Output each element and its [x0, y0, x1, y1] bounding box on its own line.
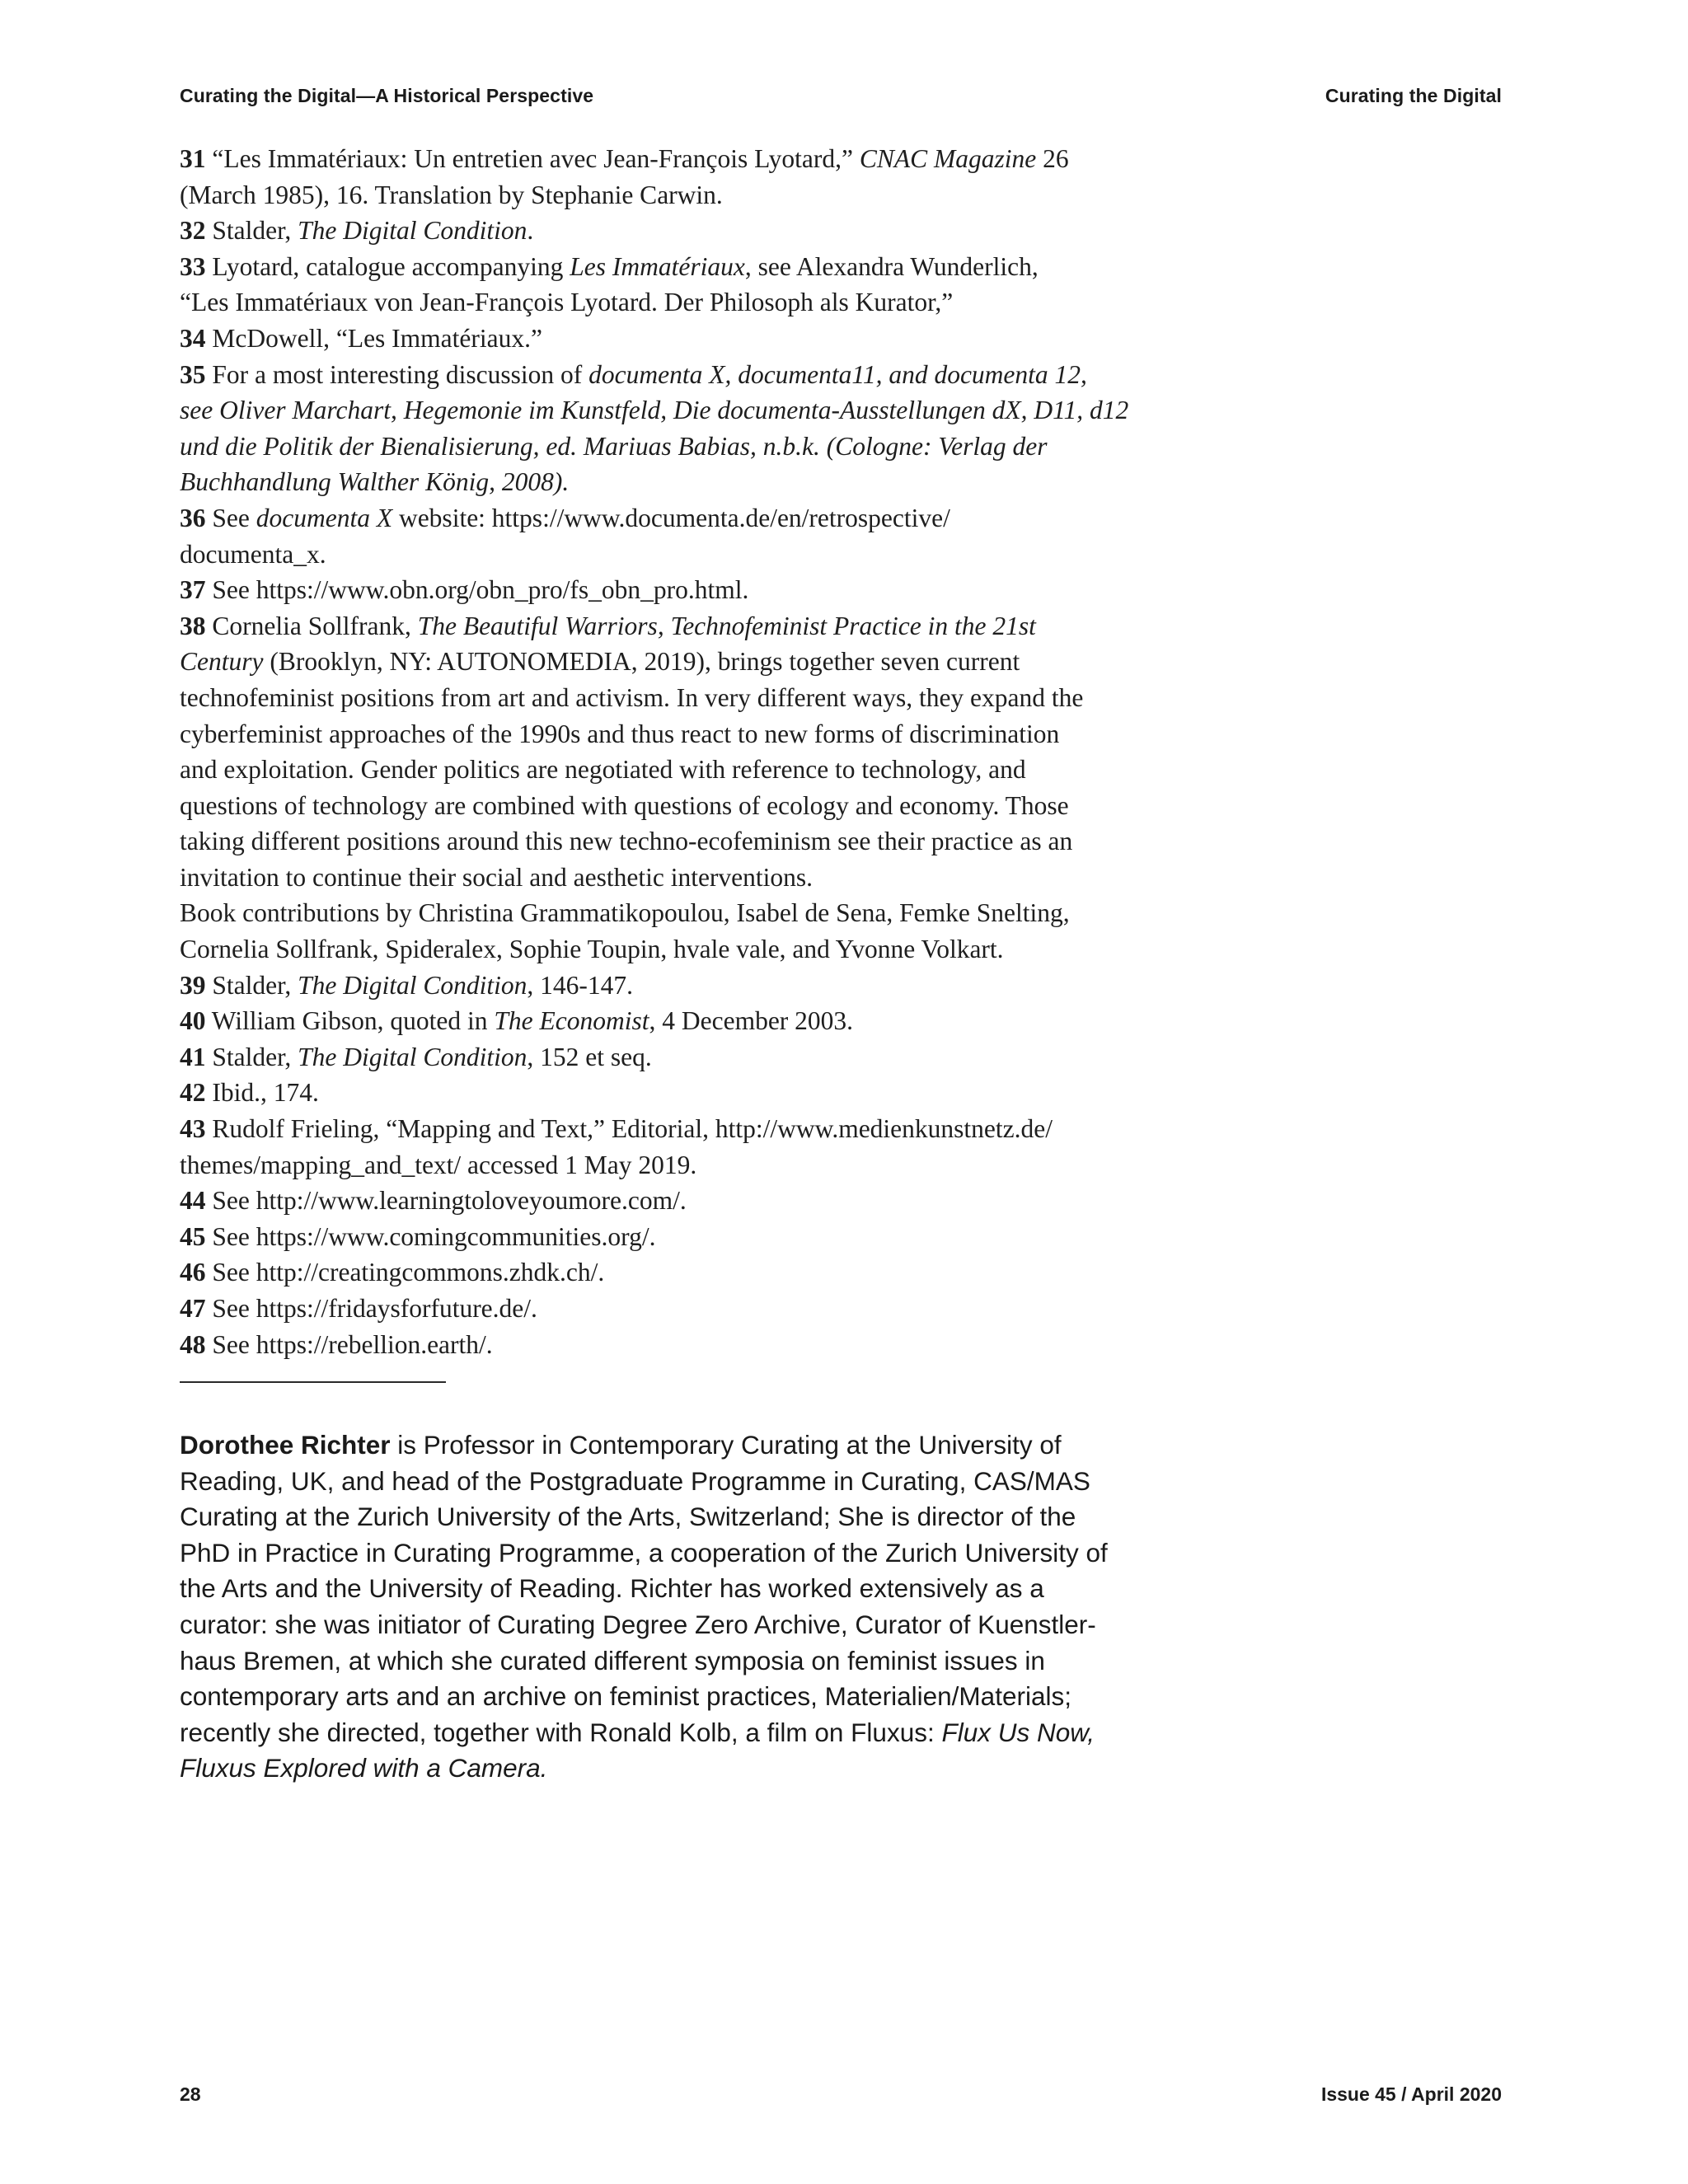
- endnote: [180, 1254, 1185, 1291]
- endnote-number: 45: [180, 1221, 206, 1251]
- endnote-italic-text: The Digital Condition: [298, 970, 528, 1000]
- endnote-text: , 146-147.: [527, 970, 633, 1000]
- endnote-text: Cornelia Sollfrank,: [205, 611, 418, 640]
- endnote-number: 39: [180, 970, 206, 1000]
- endnote-text: See: [205, 503, 256, 532]
- endnote-number: 35: [180, 359, 206, 389]
- endnote-text: See http://www.learningtoloveyoumore.com/.: [205, 1186, 687, 1216]
- endnote-italic-text: Buchhandlung Walther König, 2008).: [180, 467, 570, 497]
- endnote-number: 42: [180, 1078, 206, 1108]
- endnote: [180, 608, 1185, 968]
- author-name: Dorothee Richter: [180, 1430, 391, 1460]
- endnote-italic-text: CNAC Magazine: [859, 144, 1037, 173]
- endnote-number: 38: [180, 611, 206, 640]
- endnote-text: and exploitation. Gender politics are negotiated with reference to technology, and: [180, 755, 1026, 785]
- running-head-right: Curating the Digital: [1325, 85, 1502, 106]
- endnote-number: 31: [180, 144, 206, 173]
- endnote-text: Book contributions by Christina Grammatikopoulou, Isabel de Sena, Femke Snelting,: [180, 898, 1070, 928]
- endnote: [180, 1327, 1185, 1363]
- endnote-number: 47: [180, 1294, 206, 1323]
- endnote: [180, 500, 1185, 572]
- endnote-text: Rudolf Frieling, “Mapping and Text,” Editorial, http://www.medienkunstnetz.de/: [205, 1114, 1053, 1144]
- endnote-italic-text: und die Politik der Bienalisierung, ed. Mariuas Babias, n.b.k. (Cologne: Verlag der: [180, 431, 1048, 461]
- endnote-number: 33: [180, 251, 206, 281]
- bio-line: PhD in Practice in Curating Programme, a cooperation of the Zurich University of: [180, 1537, 1108, 1568]
- endnote-text: (March 1985), 16. Translation by Stephanie Carwin.: [180, 180, 723, 209]
- author-bio: [180, 1427, 1202, 1787]
- endnote-text: See https://www.obn.org/obn_pro/fs_obn_pro.html.: [205, 575, 749, 605]
- bio-line: is Professor in Contemporary Curating at the University of: [390, 1430, 1062, 1460]
- endnote-italic-text: Les Immatériaux: [570, 251, 745, 281]
- endnote-text: documenta_x.: [180, 539, 326, 569]
- endnote: [180, 1219, 1185, 1255]
- endnote-text: “Les Immatériaux von Jean-François Lyotard. Der Philosoph als Kurator,”: [180, 288, 954, 317]
- bio-line: Curating at the Zurich University of the Arts, Switzerland; She is director of the: [180, 1502, 1076, 1532]
- endnote-text: See https://fridaysforfuture.de/.: [205, 1294, 537, 1323]
- endnote: [180, 1039, 1185, 1076]
- endnote-text: Stalder,: [205, 970, 298, 1000]
- endnote-text: invitation to continue their social and aesthetic interventions.: [180, 862, 814, 892]
- endnote-italic-text: The Digital Condition: [298, 216, 528, 246]
- endnote-number: 32: [180, 216, 206, 246]
- endnote-text: , see Alexandra Wunderlich,: [744, 251, 1039, 281]
- endnote: [180, 1075, 1185, 1111]
- endnote-text: Cornelia Sollfrank, Spideralex, Sophie Toupin, hvale vale, and Yvonne Volkart.: [180, 935, 1004, 964]
- endnote-text: .: [527, 216, 534, 246]
- endnote: [180, 1291, 1185, 1327]
- endnote: [180, 968, 1185, 1004]
- endnote: [180, 213, 1185, 249]
- endnote-italic-text: documenta X: [256, 503, 393, 532]
- endnote-text: Stalder,: [205, 216, 298, 246]
- bio-line: haus Bremen, at which she curated different symposia on feminist issues in: [180, 1645, 1045, 1675]
- endnote-number: 44: [180, 1186, 206, 1216]
- endnote: [180, 357, 1185, 500]
- film-title: Flux Us Now,: [941, 1717, 1095, 1747]
- endnote: [180, 572, 1185, 608]
- endnote-text: See https://rebellion.earth/.: [205, 1329, 493, 1359]
- endnote: [180, 321, 1185, 357]
- endnote-text: (Brooklyn, NY: AUTONOMEDIA, 2019), brings together seven current: [263, 647, 1020, 677]
- endnote-text: technofeminist positions from art and activism. In very different ways, they expand the: [180, 682, 1084, 712]
- endnote-text: website: https://www.documenta.de/en/retrospective/: [392, 503, 950, 532]
- endnote-text: McDowell, “Les Immatériaux.”: [205, 323, 542, 353]
- endnote: [180, 1183, 1185, 1219]
- endnote-number: 43: [180, 1114, 206, 1144]
- bio-line: Reading, UK, and head of the Postgraduate Programme in Curating, CAS/MAS: [180, 1465, 1090, 1496]
- endnote-italic-text: see Oliver Marchart, Hegemonie im Kunstfeld, Die documenta-Ausstellungen dX, D11, d12: [180, 396, 1129, 425]
- endnote-italic-text: documenta X, documenta11, and documenta 12,: [588, 359, 1087, 389]
- running-head-left: Curating the Digital—A Historical Perspective: [180, 85, 594, 106]
- endnote-text: themes/mapping_and_text/ accessed 1 May 2019.: [180, 1150, 697, 1179]
- endnote-number: 36: [180, 503, 206, 532]
- endnote: [180, 1111, 1185, 1183]
- endnote-number: 34: [180, 323, 206, 353]
- endnote-italic-text: The Beautiful Warriors, Technofeminist Practice in the 21st: [417, 611, 1036, 640]
- bio-line: the Arts and the University of Reading. Richter has worked extensively as a: [180, 1573, 1044, 1604]
- endnote-text: Stalder,: [205, 1042, 298, 1071]
- endnote-number: 40: [180, 1006, 206, 1036]
- endnote-number: 41: [180, 1042, 206, 1071]
- endnote-text: , 152 et seq.: [527, 1042, 652, 1071]
- endnote-text: “Les Immatériaux: Un entretien avec Jean-François Lyotard,”: [205, 144, 860, 173]
- endnote-text: taking different positions around this new techno-ecofeminism see their practice as an: [180, 827, 1073, 856]
- endnote-number: 48: [180, 1329, 206, 1359]
- bio-line: recently she directed, together with Ronald Kolb, a film on Fluxus:: [180, 1717, 942, 1747]
- endnote-italic-text: The Digital Condition: [298, 1042, 528, 1071]
- section-divider: [180, 1381, 446, 1383]
- issue-label: Issue 45 / April 2020: [1320, 2083, 1502, 2105]
- endnote-text: William Gibson, quoted in: [205, 1006, 495, 1036]
- endnote-text: 26: [1036, 144, 1069, 173]
- endnote-text: cyberfeminist approaches of the 1990s and thus react to new forms of discrimination: [180, 719, 1060, 748]
- endnotes-list: [180, 141, 1185, 1362]
- endnote-text: See https://www.comingcommunities.org/.: [205, 1221, 656, 1251]
- endnote: [180, 249, 1185, 321]
- endnote: [180, 141, 1185, 213]
- endnote-text: Ibid., 174.: [205, 1078, 319, 1108]
- bio-line: curator: she was initiator of Curating Degree Zero Archive, Curator of Kuenstler-: [180, 1609, 1096, 1639]
- endnote-text: See http://creatingcommons.zhdk.ch/.: [205, 1258, 605, 1287]
- endnote-italic-text: Century: [180, 647, 264, 677]
- endnote-number: 37: [180, 575, 206, 605]
- endnote: [180, 1003, 1185, 1039]
- page-number: 28: [180, 2083, 201, 2105]
- endnote-text: , 4 December 2003.: [649, 1006, 854, 1036]
- film-title: Fluxus Explored with a Camera.: [180, 1753, 548, 1783]
- endnote-number: 46: [180, 1258, 206, 1287]
- endnote-italic-text: The Economist: [494, 1006, 649, 1036]
- endnote-text: Lyotard, catalogue accompanying: [205, 251, 570, 281]
- endnote-text: For a most interesting discussion of: [205, 359, 589, 389]
- endnote-text: questions of technology are combined with questions of ecology and economy. Those: [180, 790, 1069, 820]
- bio-line: contemporary arts and an archive on feminist practices, Materialien/Materials;: [180, 1681, 1071, 1712]
